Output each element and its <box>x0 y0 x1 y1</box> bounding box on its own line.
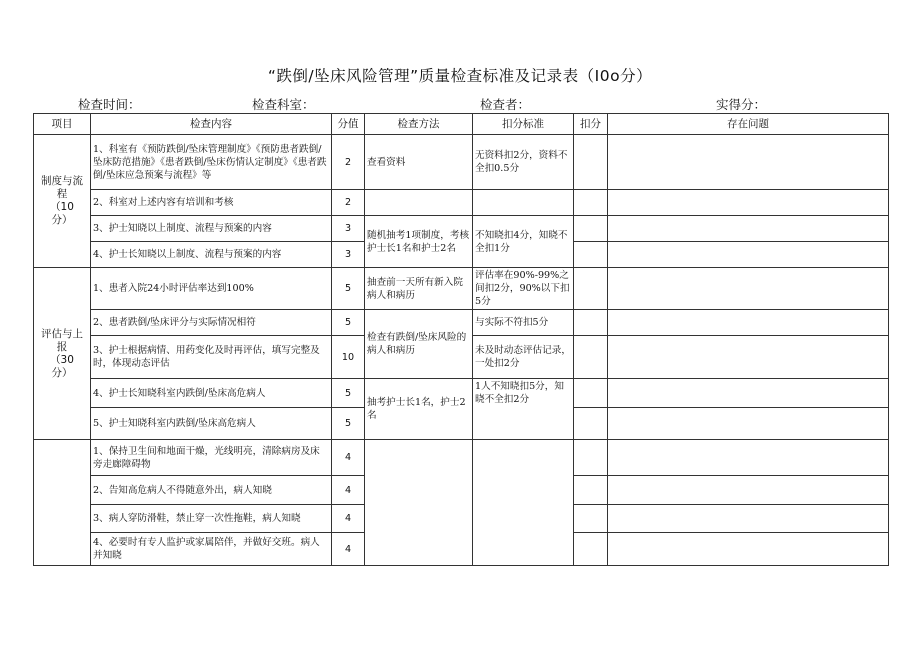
check-content: 3、护士根据病情、用药变化及时再评估，填写完整及时，体现动态评估 <box>91 336 332 379</box>
standard-cell-empty <box>473 440 574 566</box>
check-content: 4、护士长知晓以上制度、流程与预案的内容 <box>91 242 332 268</box>
check-method: 随机抽考1项制度，考核护士长1名和护士2名 <box>365 216 473 268</box>
check-method: 抽考护士长1名，护士2名 <box>365 379 473 440</box>
inspector-label: 检查者： <box>480 97 531 112</box>
deduction-cell[interactable] <box>574 135 608 190</box>
issues-cell[interactable] <box>608 379 889 408</box>
score-value: 5 <box>332 310 365 336</box>
deduction-cell[interactable] <box>574 310 608 336</box>
score-value: 4 <box>332 533 365 566</box>
issues-cell[interactable] <box>608 268 889 310</box>
issues-cell[interactable] <box>608 336 889 379</box>
category-points-unit: 分） <box>51 214 73 226</box>
header-row <box>34 114 889 135</box>
deduction-cell[interactable] <box>574 379 608 408</box>
deduction-standard: 无资料扣2分，资料不全扣0.5分 <box>473 135 574 190</box>
category-points: （30 <box>50 353 74 366</box>
deduction-cell[interactable] <box>574 242 608 268</box>
category-cell <box>34 135 91 268</box>
deduction-standard: 评估率在90%-99%之间扣2分，90%以下扣5分 <box>473 268 574 310</box>
deduction-cell[interactable] <box>574 408 608 440</box>
issues-cell[interactable] <box>608 310 889 336</box>
check-method: 抽查前一天所有新入院病人和病历 <box>365 268 473 310</box>
issues-cell[interactable] <box>608 476 889 505</box>
deduction-cell[interactable] <box>574 505 608 533</box>
table-row <box>34 190 889 216</box>
issues-cell[interactable] <box>608 440 889 476</box>
check-content: 4、必要时有专人监护或家属陪伴，并做好交班。病人并知晓 <box>91 533 332 566</box>
form-title: “跌倒/坠床风险管理”质量检查标准及记录表（I0o分） <box>267 67 653 85</box>
method-cell-empty <box>365 190 473 216</box>
deduction-cell[interactable] <box>574 190 608 216</box>
score-value: 3 <box>332 216 365 242</box>
category-points: （10 <box>50 201 74 213</box>
header-content: 检查内容 <box>91 114 332 135</box>
table-row <box>34 379 889 408</box>
header-deduction-standard: 扣分标准 <box>473 114 574 135</box>
score-value: 10 <box>332 336 365 379</box>
check-time-label: 检查时间： <box>78 97 141 112</box>
standard-cell-empty <box>473 190 574 216</box>
score-value: 4 <box>332 476 365 505</box>
table-row <box>34 310 889 336</box>
check-content: 3、病人穿防滑鞋，禁止穿一次性拖鞋，病人知晓 <box>91 505 332 533</box>
score-value: 2 <box>332 190 365 216</box>
issues-cell[interactable] <box>608 533 889 566</box>
category-points-unit: 分） <box>51 366 73 379</box>
method-cell-empty <box>365 440 473 566</box>
header-method: 检查方法 <box>365 114 473 135</box>
category-cell <box>34 440 91 566</box>
check-method: 检查有跌倒/坠床风险的病人和病历 <box>365 310 473 379</box>
check-content: 5、护士知晓科室内跌倒/坠床高危病人 <box>91 408 332 440</box>
check-content: 3、护士知晓以上制度、流程与预案的内容 <box>91 216 332 242</box>
category-name: 评估与上报 <box>41 327 83 353</box>
header-issues: 存在问题 <box>608 114 889 135</box>
score-value: 4 <box>332 505 365 533</box>
deduction-standard: 不知晓扣4分，知晓不全扣1分 <box>473 216 574 268</box>
table-row <box>34 216 889 242</box>
check-content: 1、科室有《预防跌倒/坠床管理制度》《预防患者跌倒/坠床防范措施》《患者跌倒/坠床伤情认定制度》《患者跌倒/坠床应急预案与流程》等 <box>91 135 332 190</box>
check-dept-label: 检查科室： <box>252 97 315 112</box>
deduction-standard: 与实际不符扣5分 <box>473 310 574 336</box>
deduction-cell[interactable] <box>574 336 608 379</box>
inspection-table <box>33 113 889 566</box>
deduction-cell[interactable] <box>574 268 608 310</box>
table-row <box>34 135 889 190</box>
issues-cell[interactable] <box>608 216 889 242</box>
score-value: 5 <box>332 379 365 408</box>
score-value: 5 <box>332 408 365 440</box>
check-content: 1、保持卫生间和地面干燥，光线明亮，清除病房及床旁走廊障碍物 <box>91 440 332 476</box>
check-method: 查看资料 <box>365 135 473 190</box>
deduction-standard: 未及时动态评估记录，一处扣2分 <box>473 336 574 379</box>
score-value: 5 <box>332 268 365 310</box>
issues-cell[interactable] <box>608 190 889 216</box>
deduction-cell[interactable] <box>574 216 608 242</box>
deduction-cell[interactable] <box>574 440 608 476</box>
score-value: 2 <box>332 135 365 190</box>
deduction-cell[interactable] <box>574 533 608 566</box>
table-row <box>34 268 889 310</box>
issues-cell[interactable] <box>608 135 889 190</box>
check-content: 4、护士长知晓科室内跌倒/坠床高危病人 <box>91 379 332 408</box>
check-content: 1、患者入院24小时评估率达到100% <box>91 268 332 310</box>
header-score: 分值 <box>332 114 365 135</box>
table-row <box>34 440 889 476</box>
category-name: 制度与流程 <box>41 175 83 200</box>
deduction-standard: 1人不知晓扣5分，知晓不全扣2分 <box>473 379 574 440</box>
header-deduction: 扣分 <box>574 114 608 135</box>
issues-cell[interactable] <box>608 242 889 268</box>
header-item: 项目 <box>34 114 91 135</box>
check-content: 2、告知高危病人不得随意外出，病人知晓 <box>91 476 332 505</box>
issues-cell[interactable] <box>608 505 889 533</box>
issues-cell[interactable] <box>608 408 889 440</box>
score-value: 4 <box>332 440 365 476</box>
actual-score-label: 实得分： <box>716 97 767 112</box>
score-value: 3 <box>332 242 365 268</box>
check-content: 2、科室对上述内容有培训和考核 <box>91 190 332 216</box>
deduction-cell[interactable] <box>574 476 608 505</box>
check-content: 2、患者跌倒/坠床评分与实际情况相符 <box>91 310 332 336</box>
category-cell <box>34 268 91 440</box>
